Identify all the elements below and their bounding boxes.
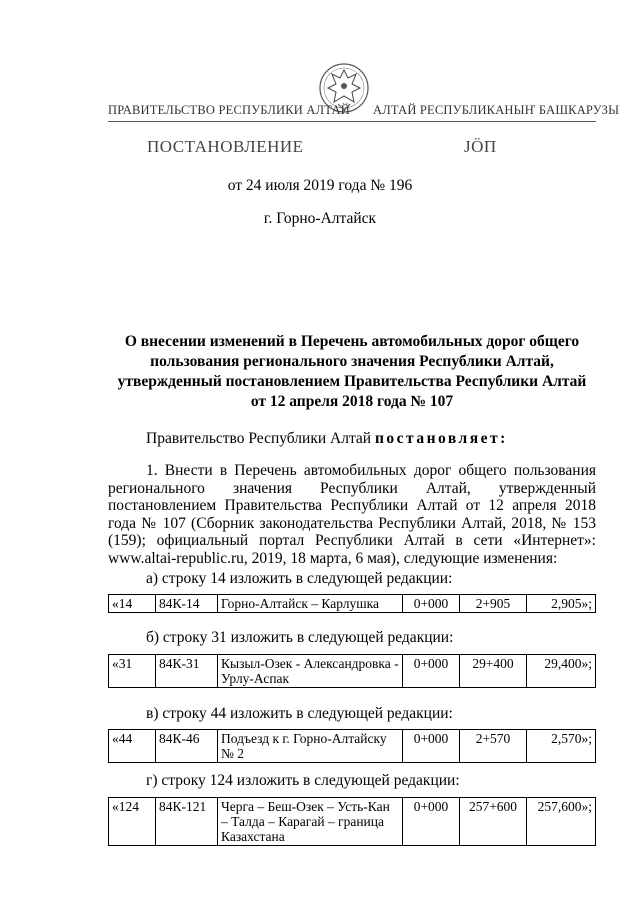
cell-road-name: Подъезд к г. Горно-Алтайску № 2 [218, 730, 403, 763]
city-line: г. Горно-Алтайск [263, 210, 377, 227]
cell-road-name: Кызыл-Озек - Александровка - Урлу-Аспак [218, 655, 403, 688]
title-line: утвержденный постановлением Правительства Республики Алтай [117, 373, 587, 390]
date-line: от 24 июля 2019 года № 196 [227, 177, 413, 194]
header-right-org: АЛТАЙ РЕСПУБЛИКАНЫҤ БАШКАРУЗЫ [373, 103, 620, 117]
section-heading-b: б) строку 31 изложить в следующей редакции: [146, 629, 454, 646]
cell-start-km: 0+000 [403, 798, 460, 846]
document-title [108, 332, 596, 412]
header-divider [108, 121, 596, 122]
header-left-org: ПРАВИТЕЛЬСТВО РЕСПУБЛИКИ АЛТАЙ [108, 103, 350, 117]
cell-length: 29,400»; [527, 655, 596, 688]
cell-end-km: 257+600 [460, 798, 527, 846]
cell-road-id: 84К-46 [156, 730, 218, 763]
cell-start-km: 0+000 [403, 595, 460, 613]
doc-type-right: JӦП [464, 137, 497, 156]
road-row-table-31 [108, 654, 596, 688]
section-heading-a: а) строку 14 изложить в следующей редакции: [146, 570, 453, 587]
cell-length: 257,600»; [527, 798, 596, 846]
cell-road-id: 84К-31 [156, 655, 218, 688]
cell-road-name: Горно-Алтайск – Карлушка [218, 595, 403, 613]
cell-end-km: 2+905 [460, 595, 527, 613]
doc-type-left: ПОСТАНОВЛЕНИЕ [147, 137, 304, 156]
title-line: О внесении изменений в Перечень автомобильных дорог общего [124, 333, 580, 350]
preamble-decree-word: постановляет: [374, 430, 508, 447]
title-line: пользования регионального значения Республики Алтай, [150, 353, 554, 370]
cell-row-number: «31 [109, 655, 156, 688]
title-line: от 12 апреля 2018 года № 107 [250, 393, 454, 410]
item-1-paragraph: 1. Внести в Перечень автомобильных дорог общего пользования регионального значения Республики Алтай, утвержденный постановлением Правительства Республики Алтай от 12 апреля 2018 года № 107 (Сборник законодательства Республики Алтай, 2018, № 153 (159); официальный портал Республики Алтай в сети «Интернет»: www.altai-republic.ru, 2019, 18 марта, 6 мая), следующие изменения: [108, 462, 596, 567]
cell-road-id: 84К-121 [156, 798, 218, 846]
cell-row-number: «44 [109, 730, 156, 763]
section-heading-d: г) строку 124 изложить в следующей редакции: [146, 772, 460, 789]
cell-road-id: 84К-14 [156, 595, 218, 613]
cell-end-km: 29+400 [460, 655, 527, 688]
cell-end-km: 2+570 [460, 730, 527, 763]
cell-start-km: 0+000 [403, 655, 460, 688]
cell-start-km: 0+000 [403, 730, 460, 763]
cell-row-number: «124 [109, 798, 156, 846]
cell-row-number: «14 [109, 595, 156, 613]
road-row-table-124 [108, 797, 596, 846]
cell-length: 2,570»; [527, 730, 596, 763]
road-row-table-44 [108, 729, 596, 763]
preamble [108, 430, 596, 448]
cell-road-name: Черга – Беш-Озек – Усть-Кан – Талда – Карагай – граница Казахстана [218, 798, 403, 846]
road-row-table-14 [108, 594, 596, 613]
preamble-text: Правительство Республики Алтай [146, 430, 375, 447]
cell-length: 2,905»; [527, 595, 596, 613]
section-heading-c: в) строку 44 изложить в следующей редакции: [146, 705, 453, 722]
